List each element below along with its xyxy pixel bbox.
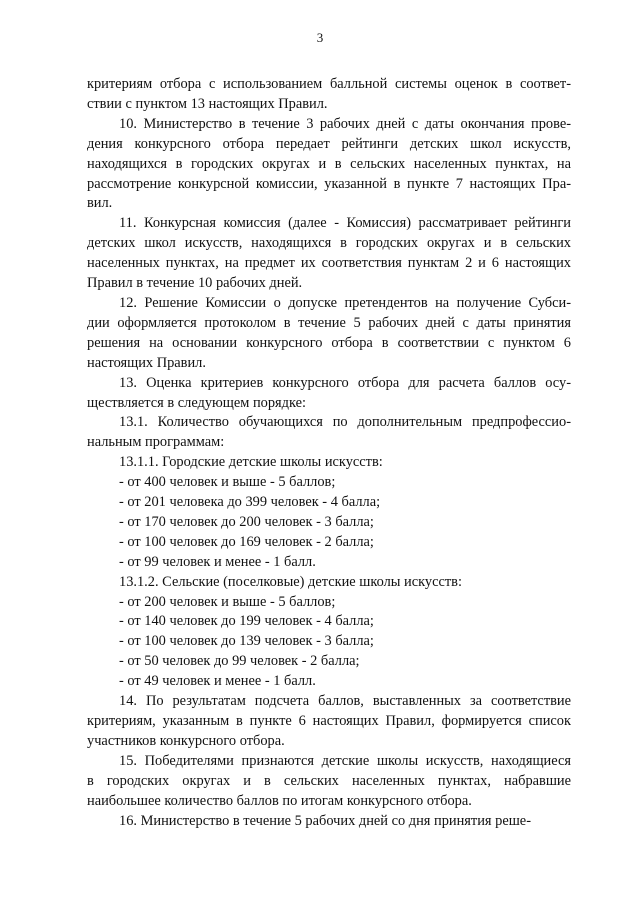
paragraph-line: Правил в течение 10 рабочих дней. bbox=[87, 275, 303, 292]
paragraph bbox=[87, 413, 571, 453]
paragraph-line: - от 200 человек и выше - 5 баллов; bbox=[119, 593, 336, 610]
paragraph-line: - от 100 человек до 139 человек - 3 балла; bbox=[119, 633, 374, 650]
paragraph bbox=[87, 752, 571, 812]
paragraph bbox=[87, 652, 571, 672]
paragraph-line: 13.1. Количество обучающихся по дополнительным предпрофессио- bbox=[119, 414, 571, 431]
paragraph-line: 13.1.2. Сельские (поселковые) детские школы искусств: bbox=[119, 573, 462, 590]
document-body bbox=[87, 75, 571, 831]
page-number: 3 bbox=[316, 30, 324, 45]
paragraph-line: - от 100 человек до 169 человек - 2 балла; bbox=[119, 533, 374, 550]
paragraph-line: - от 50 человек до 99 человек - 2 балла; bbox=[119, 653, 360, 670]
paragraph bbox=[87, 214, 571, 294]
paragraph bbox=[87, 573, 571, 593]
paragraph-line: участников конкурсного отбора. bbox=[87, 732, 285, 749]
paragraph bbox=[87, 553, 571, 573]
paragraph-line: - от 400 человек и выше - 5 баллов; bbox=[119, 474, 336, 491]
paragraph bbox=[87, 374, 571, 414]
paragraph-line: 11. Конкурсная комиссия (далее - Комиссия) рассматривает рейтинги bbox=[119, 215, 571, 232]
paragraph bbox=[87, 593, 571, 613]
paragraph-line: детских школ искусств, находящихся в городских округах и в сельских bbox=[87, 235, 571, 252]
paragraph-line: рассмотрение конкурсной комиссии, указанной в пункте 7 настоящих Пра- bbox=[87, 175, 571, 192]
paragraph bbox=[87, 294, 571, 374]
paragraph-line: 12. Решение Комиссии о допуске претендентов на получение Субси- bbox=[119, 294, 571, 311]
paragraph bbox=[87, 692, 571, 752]
paragraph bbox=[87, 115, 571, 215]
paragraph-line: 13. Оценка критериев конкурсного отбора для расчета баллов осу- bbox=[119, 374, 571, 391]
paragraph bbox=[87, 812, 571, 832]
paragraph-line: настоящих Правил. bbox=[87, 354, 206, 371]
paragraph-line: 10. Министерство в течение 3 рабочих дней с даты окончания прове- bbox=[119, 115, 571, 132]
paragraph-line: нальным программам: bbox=[87, 434, 225, 451]
paragraph bbox=[87, 513, 571, 533]
paragraph-line: населенных пунктах, на предмет их соответствия пунктам 2 и 6 настоящих bbox=[87, 255, 571, 272]
paragraph-line: решения на основании конкурсного отбора в соответствии с пунктом 6 bbox=[87, 334, 571, 351]
paragraph-line: 14. По результатам подсчета баллов, выставленных за соответствие bbox=[119, 693, 571, 710]
paragraph bbox=[87, 473, 571, 493]
paragraph bbox=[87, 632, 571, 652]
paragraph-line: дения конкурсного отбора передает рейтинги детских школ искусств, bbox=[87, 135, 571, 152]
paragraph-line: - от 99 человек и менее - 1 балл. bbox=[119, 553, 316, 570]
paragraph-line: - от 170 человек до 200 человек - 3 балла; bbox=[119, 513, 374, 530]
paragraph-line: 16. Министерство в течение 5 рабочих дней со дня принятия реше- bbox=[119, 812, 531, 829]
paragraph-line: 15. Победителями признаются детские школы искусств, находящиеся bbox=[119, 752, 571, 769]
paragraph-line: - от 49 человек и менее - 1 балл. bbox=[119, 673, 316, 690]
paragraph bbox=[87, 493, 571, 513]
paragraph-line: критериям, указанным в пункте 6 настоящих Правил, формируется список bbox=[87, 713, 571, 729]
paragraph-line: в городских округах и в сельских населенных пунктах, набравшие bbox=[87, 772, 571, 789]
paragraph-line: ществляется в следующем порядке: bbox=[87, 394, 307, 411]
paragraph bbox=[87, 672, 571, 692]
paragraph-line: 13.1.1. Городские детские школы искусств: bbox=[119, 454, 383, 471]
paragraph-line: ствии с пунктом 13 настоящих Правил. bbox=[87, 95, 328, 112]
paragraph-line: дии оформляется протоколом в течение 5 рабочих дней с даты принятия bbox=[87, 314, 571, 331]
paragraph bbox=[87, 612, 571, 632]
paragraph bbox=[87, 453, 571, 473]
paragraph-line: критериям отбора с использованием балльной системы оценок в соответ- bbox=[87, 76, 571, 92]
paragraph-line: наибольшее количество баллов по итогам конкурсного отбора. bbox=[87, 792, 472, 809]
paragraph-line: вил. bbox=[87, 195, 113, 212]
paragraph-line: находящихся в городских округах и в сельских населенных пунктах, на bbox=[87, 155, 571, 172]
paragraph bbox=[87, 75, 571, 115]
paragraph-line: - от 140 человек до 199 человек - 4 балла; bbox=[119, 613, 374, 630]
paragraph bbox=[87, 533, 571, 553]
paragraph-line: - от 201 человека до 399 человек - 4 балла; bbox=[119, 494, 381, 511]
